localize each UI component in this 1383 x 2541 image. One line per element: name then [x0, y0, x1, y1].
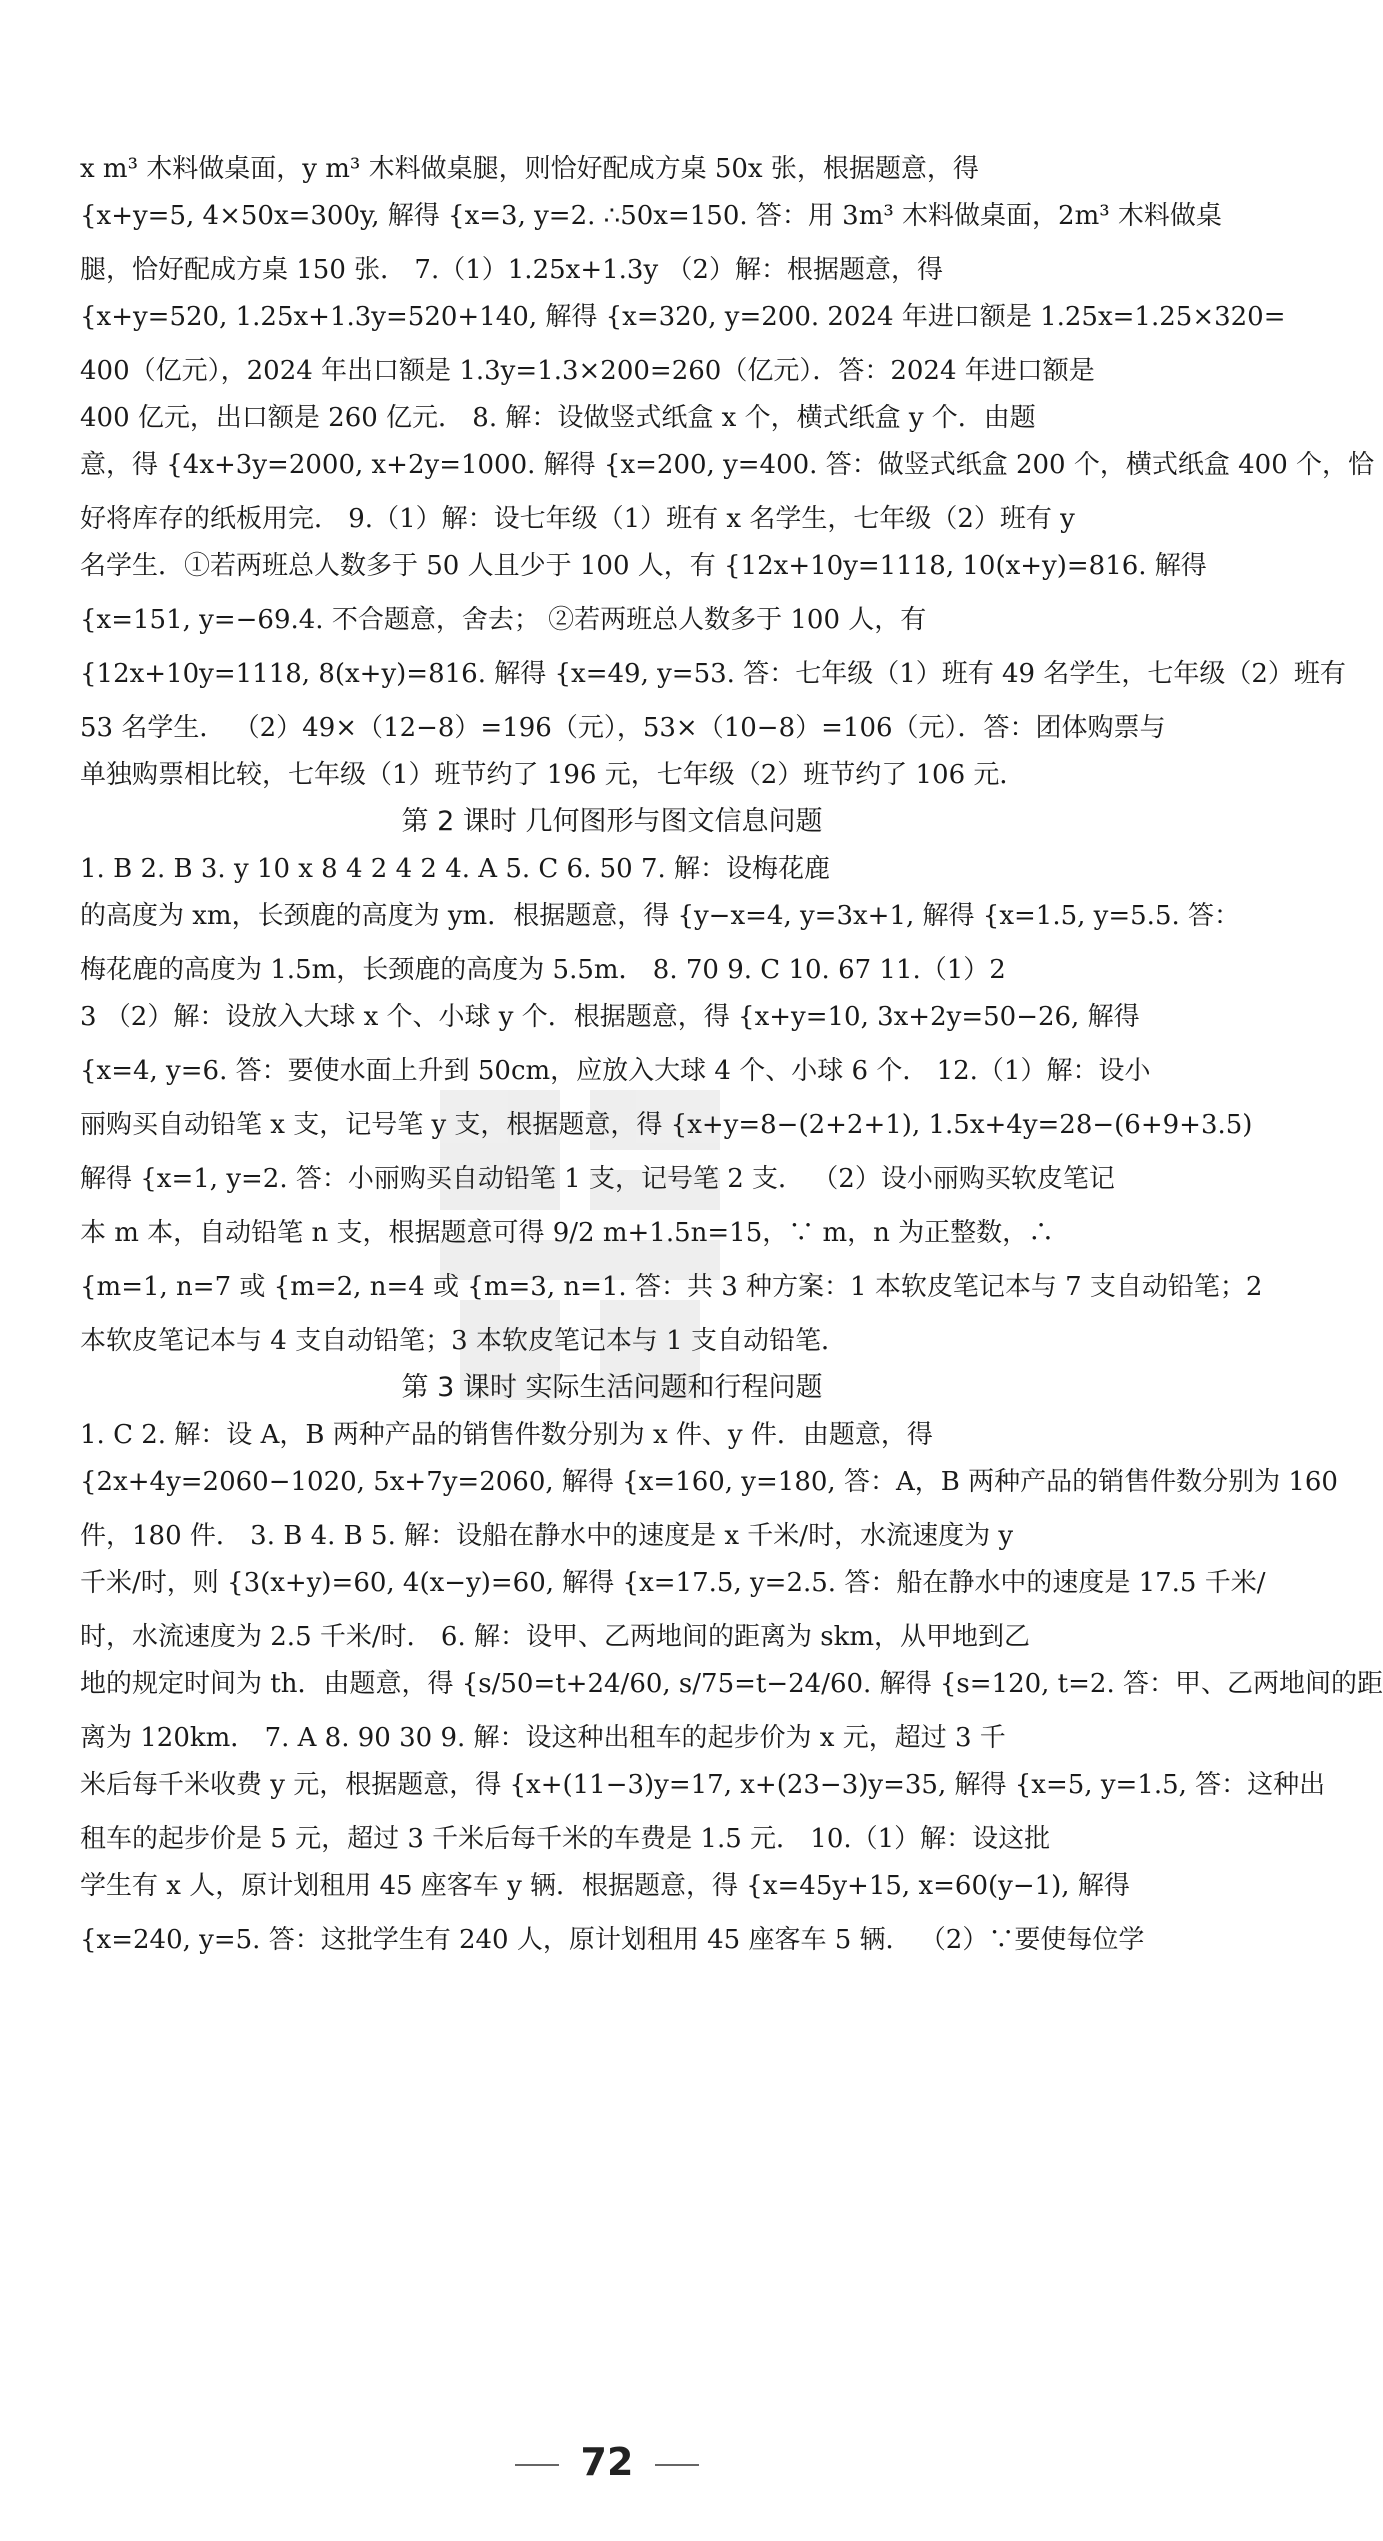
text-line: 租车的起步价是 5 元，超过 3 千米后每千米的车费是 1.5 元． 10.（1）解：设这批 [80, 1824, 1051, 1854]
text-line: 学生有 x 人，原计划租用 45 座客车 y 辆．根据题意，得 {x=45y+15, x=60(y−1), 解得 [80, 1871, 1130, 1901]
text-line: 名学生．①若两班总人数多于 50 人且少于 100 人，有 {12x+10y=1118, 10(x+y)=816. 解得 [80, 551, 1207, 581]
section-heading: 第 2 课时 几何图形与图文信息问题 [401, 806, 823, 837]
text-line: 53 名学生． （2）49×（12−8）=196（元），53×（10−8）=106（元）．答：团体购票与 [80, 713, 1166, 743]
answer-text [80, 150, 1383, 1968]
page-number-rule-left [515, 2464, 559, 2466]
text-line: {x=151, y=−69.4. 不合题意，舍去； ②若两班总人数多于 100 人，有 [80, 605, 927, 635]
text-line: 本软皮笔记本与 4 支自动铅笔；3 本软皮笔记本与 1 支自动铅笔． [80, 1326, 847, 1356]
text-line: {x+y=5, 4×50x=300y, 解得 {x=3, y=2. ∴50x=150. 答：用 3m³ 木料做桌面，2m³ 木料做桌 [80, 201, 1222, 231]
text-line: 好将库存的纸板用完． 9.（1）解：设七年级（1）班有 x 名学生，七年级（2）班有 y [80, 504, 1075, 534]
text-line: 千米/时，则 {3(x+y)=60, 4(x−y)=60, 解得 {x=17.5, y=2.5. 答：船在静水中的速度是 17.5 千米/ [80, 1568, 1266, 1598]
text-line: 件，180 件． 3. B 4. B 5. 解：设船在静水中的速度是 x 千米/时，水流速度为 y [80, 1521, 1014, 1551]
text-line: x m³ 木料做桌面，y m³ 木料做桌腿，则恰好配成方桌 50x 张，根据题意，得 [80, 154, 979, 184]
text-line: {x+y=520, 1.25x+1.3y=520+140, 解得 {x=320, y=200. 2024 年进口额是 1.25x=1.25×320= [80, 302, 1286, 332]
text-line: 的高度为 xm，长颈鹿的高度为 ym．根据题意，得 {y−x=4, y=3x+1, 解得 {x=1.5, y=5.5. 答： [80, 901, 1241, 931]
text-line: 本 m 本，自动铅笔 n 支，根据题意可得 9/2 m+1.5n=15，∵ m，n 为正整数，∴ [80, 1218, 1055, 1248]
text-line: 3 （2）解：设放入大球 x 个、小球 y 个．根据题意，得 {x+y=10, 3x+2y=50−26, 解得 [80, 1002, 1140, 1032]
text-line: {x=240, y=5. 答：这批学生有 240 人，原计划租用 45 座客车 5 辆． （2）∵要使每位学 [80, 1925, 1145, 1955]
text-line: 腿，恰好配成方桌 150 张． 7.（1）1.25x+1.3y （2）解：根据题意，得 [80, 255, 943, 285]
page-number [0, 2440, 1214, 2484]
text-line: {x=4, y=6. 答：要使水面上升到 50cm，应放入大球 4 个、小球 6 个． 12.（1）解：设小 [80, 1056, 1151, 1086]
page-number-text: 72 [580, 2440, 634, 2484]
text-line: 梅花鹿的高度为 1.5m，长颈鹿的高度为 5.5m． 8. 70 9. C 10. 67 11.（1）2 [80, 955, 1006, 985]
page-number-rule-right [655, 2464, 699, 2466]
text-line: 时，水流速度为 2.5 千米/时． 6. 解：设甲、乙两地间的距离为 skm，从甲地到乙 [80, 1622, 1030, 1652]
text-line: {m=1, n=7 或 {m=2, n=4 或 {m=3, n=1. 答：共 3 种方案：1 本软皮笔记本与 7 支自动铅笔；2 [80, 1272, 1263, 1302]
text-line: 解得 {x=1, y=2. 答：小丽购买自动铅笔 1 支，记号笔 2 支． （2）设小丽购买软皮笔记 [80, 1164, 1115, 1194]
text-line: 地的规定时间为 th．由题意，得 {s/50=t+24/60, s/75=t−24/60. 解得 {s=120, t=2. 答：甲、乙两地间的距 [80, 1669, 1383, 1699]
text-line: 丽购买自动铅笔 x 支，记号笔 y 支，根据题意，得 {x+y=8−(2+2+1), 1.5x+4y=28−(6+9+3.5) [80, 1110, 1253, 1140]
text-line: 意，得 {4x+3y=2000, x+2y=1000. 解得 {x=200, y=400. 答：做竖式纸盒 200 个，横式纸盒 400 个，恰 [80, 450, 1375, 480]
text-line: 米后每千米收费 y 元，根据题意，得 {x+(11−3)y=17, x+(23−3)y=35, 解得 {x=5, y=1.5, 答：这种出 [80, 1770, 1326, 1800]
text-line: 单独购票相比较，七年级（1）班节约了 196 元，七年级（2）班节约了 106 元． [80, 760, 1026, 790]
text-line: {12x+10y=1118, 8(x+y)=816. 解得 {x=49, y=53. 答：七年级（1）班有 49 名学生，七年级（2）班有 [80, 659, 1346, 689]
section-heading: 第 3 课时 实际生活问题和行程问题 [401, 1372, 823, 1403]
text-line: 1. B 2. B 3. y 10 x 8 4 2 4 2 4. A 5. C 6. 50 7. 解：设梅花鹿 [80, 854, 831, 884]
text-line: 400 亿元，出口额是 260 亿元． 8. 解：设做竖式纸盒 x 个，横式纸盒 y 个．由题 [80, 403, 1036, 433]
text-line: 400（亿元），2024 年出口额是 1.3y=1.3×200=260（亿元）．答：2024 年进口额是 [80, 356, 1095, 386]
text-line: {2x+4y=2060−1020, 5x+7y=2060, 解得 {x=160, y=180, 答：A，B 两种产品的销售件数分别为 160 [80, 1467, 1338, 1497]
text-line: 离为 120km． 7. A 8. 90 30 9. 解：设这种出租车的起步价为 x 元，超过 3 千 [80, 1723, 1006, 1753]
text-line: 1. C 2. 解：设 A，B 两种产品的销售件数分别为 x 件、y 件．由题意，得 [80, 1420, 933, 1450]
